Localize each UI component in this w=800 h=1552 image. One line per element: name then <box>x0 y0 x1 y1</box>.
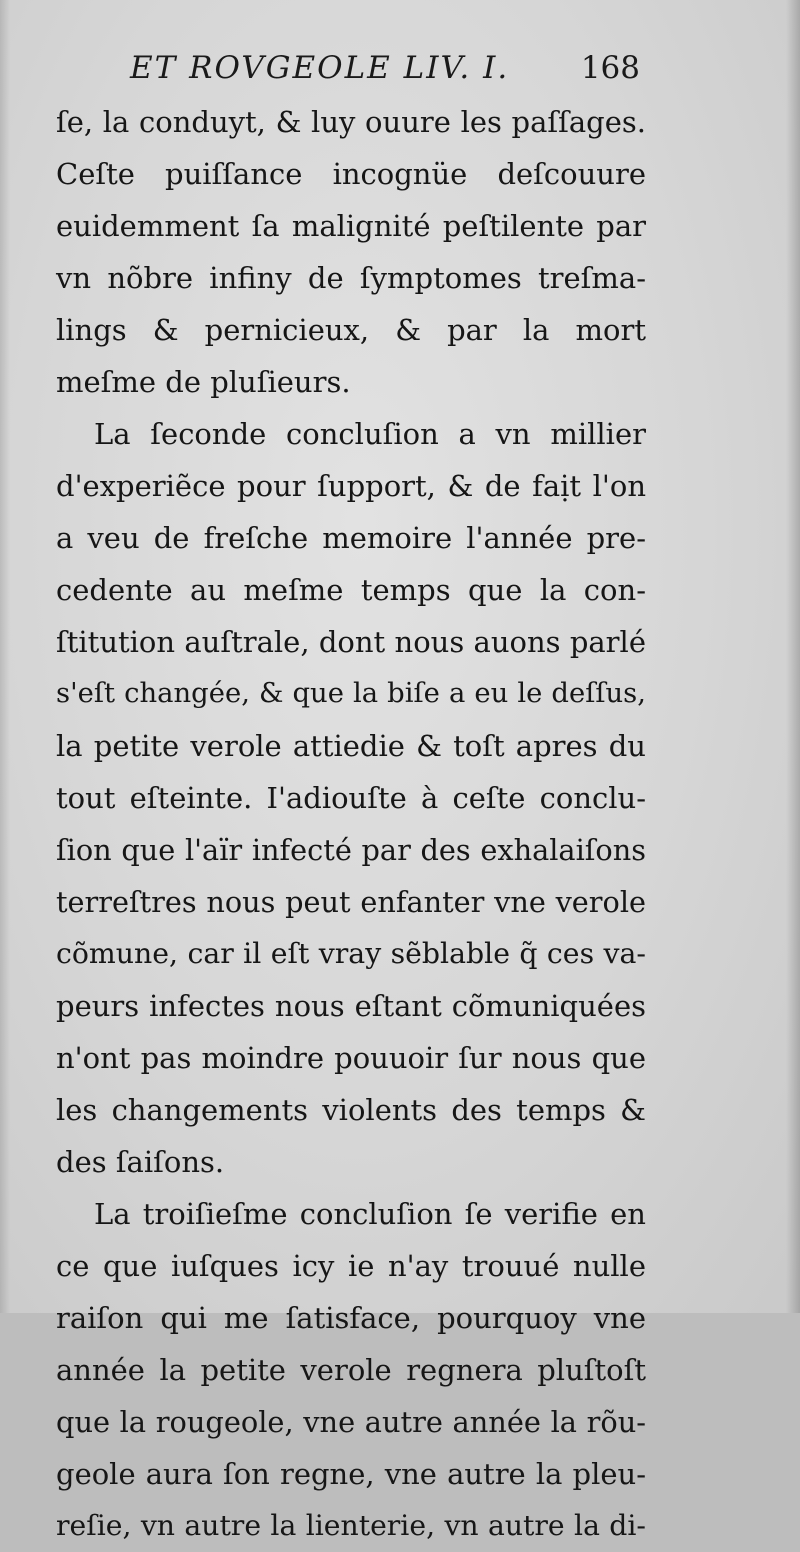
text-line: lings & pernicieux, & par la mort <box>56 313 646 347</box>
text-line: reſie, vn autre la lienterie, vn autre la di- <box>56 1509 646 1542</box>
page-header <box>130 46 640 96</box>
text-line: ſe, la conduyt, & luy ouure les paſſages. <box>56 105 646 139</box>
text-line: Ceſte puiſſance incognüe deſcouure <box>56 157 646 191</box>
text-line: ce que iuſques icy ie n'ay trouué nulle <box>56 1249 646 1283</box>
text-line: terreſtres nous peut enfanter vne verole <box>56 885 646 919</box>
text-line: tout eſteinte. I'adiouſte à ceſte conclu- <box>56 781 646 815</box>
page-edge-shadow-right <box>786 0 800 1313</box>
text-line: raiſon qui me ſatisface, pourquoy vne <box>56 1301 646 1335</box>
text-line: d'experiẽce pour ſupport, & de faịt l'on <box>56 469 646 503</box>
running-head: ET ROVGEOLE LIV. I. <box>130 50 510 86</box>
text-line: que la rougeole, vne autre année la rõu- <box>56 1405 646 1439</box>
text-line: n'ont pas moindre pouuoir ſur nous que <box>56 1041 646 1075</box>
paragraph-start-line: La ſeconde concluſion a vn millier <box>94 417 646 451</box>
text-line: des ſaiſons. <box>56 1145 225 1179</box>
text-line: s'eſt changée, & que la biſe a eu le deſſus, <box>56 678 646 709</box>
text-line: a veu de freſche memoire l'année pre- <box>56 521 646 555</box>
text-line: la petite verole attiedie & toſt apres du <box>56 729 646 763</box>
text-line: cõmune, car il eſt vray sẽblable q̃ ces va- <box>56 937 646 970</box>
text-line: les changements violents des temps & <box>56 1093 646 1127</box>
text-line: euidemment ſa malignité peſtilente par <box>56 209 646 243</box>
body-text <box>56 96 646 1552</box>
text-line: ſion que l'aïr infecté par des exhalaiſons <box>56 833 646 867</box>
paragraph-start-line: La troiſieſme concluſion ſe verifie en <box>94 1197 646 1231</box>
text-line: cedente au meſme temps que la con- <box>56 573 646 607</box>
text-line: ſtitution auſtrale, dont nous auons parlé <box>56 625 646 659</box>
text-line: vn nõbre infiny de ſymptomes treſma- <box>56 261 646 295</box>
text-line: geole aura ſon regne, vne autre la pleu- <box>56 1457 646 1491</box>
page-edge-shadow-left <box>0 0 10 1313</box>
text-line: peurs infectes nous eſtant cõmuniquées <box>56 989 646 1023</box>
page-number: 168 <box>580 50 640 86</box>
text-line: meſme de pluſieurs. <box>56 365 351 399</box>
text-line: année la petite verole regnera pluſtoſt <box>56 1353 646 1387</box>
